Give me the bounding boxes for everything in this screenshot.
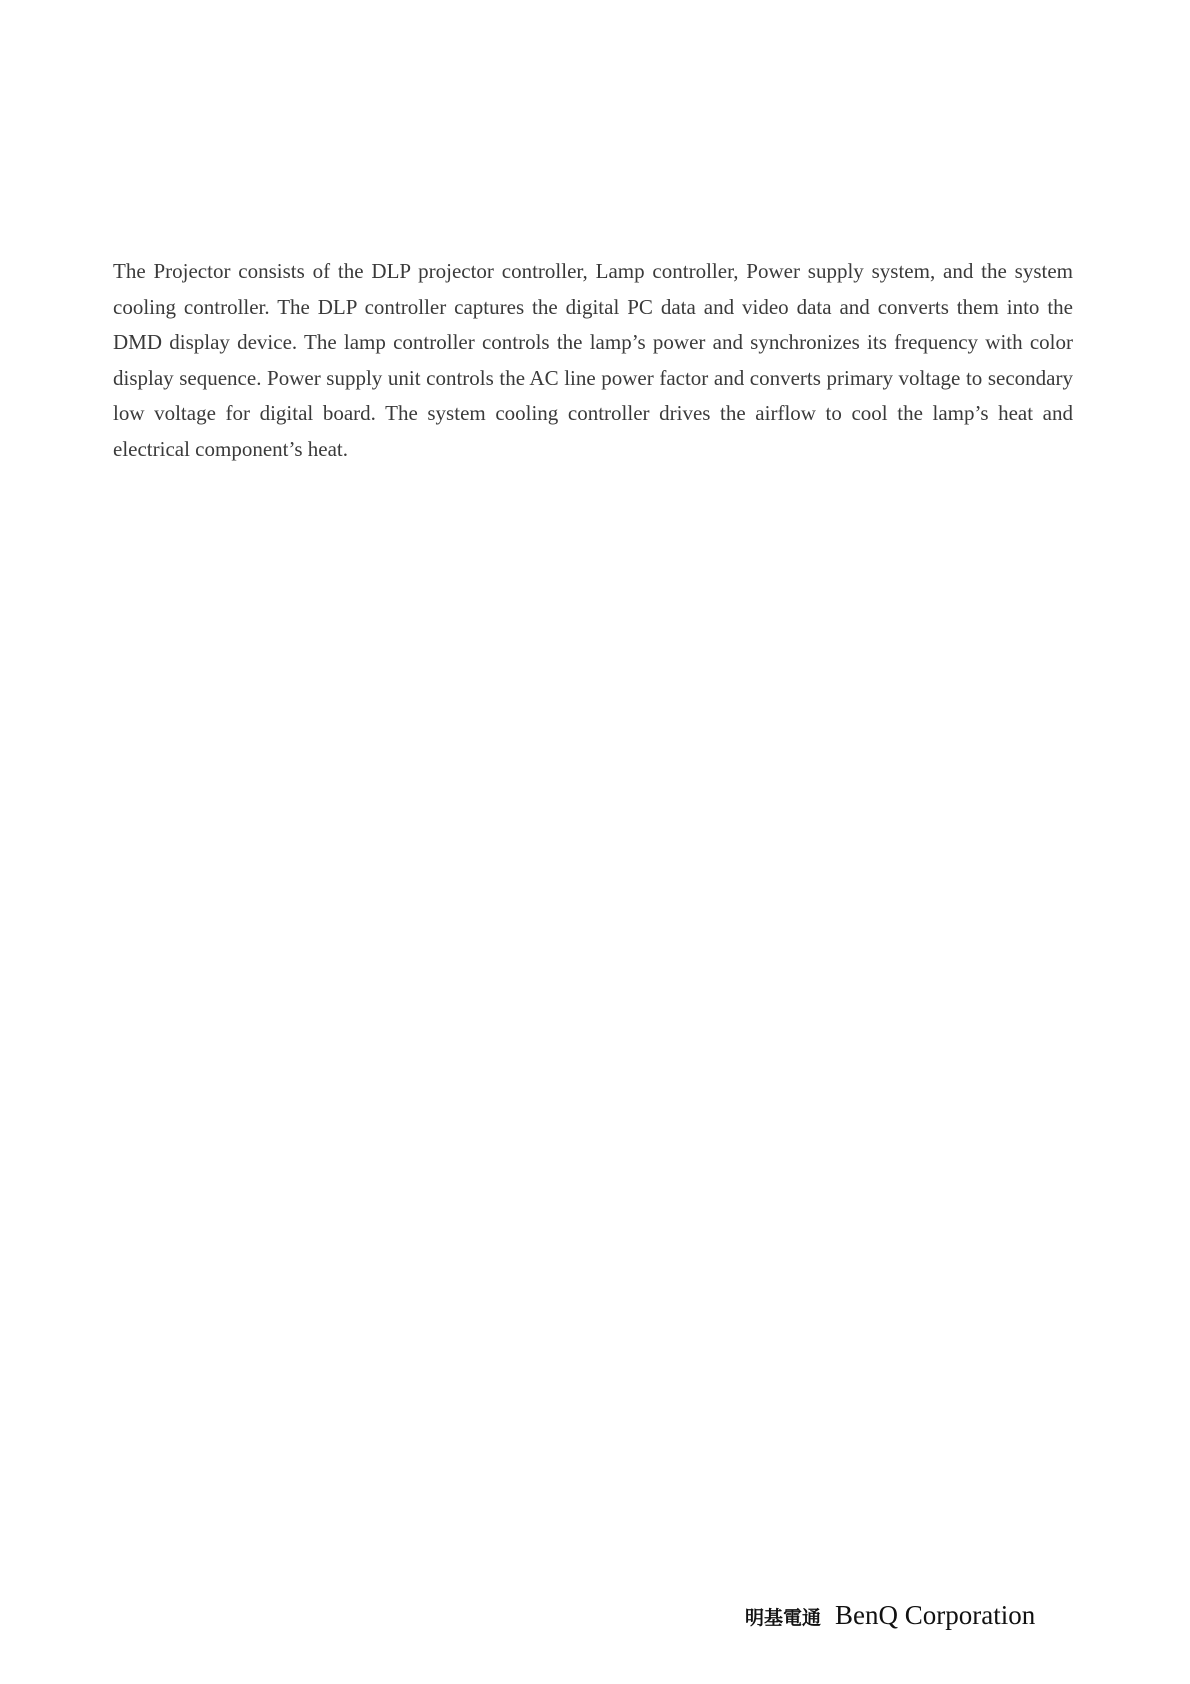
body-paragraph: The Projector consists of the DLP projector controller, Lamp controller, Power supply system, and the system cooling controller. The DLP controller captures the digital PC data and video data and converts them into the DMD display device. The lamp controller controls the lamp’s power and synchronizes its frequency with color display sequence. Power supply unit controls the AC line power factor and converts primary voltage to secondary low voltage for digital board. The system cooling controller drives the airflow to cool the lamp’s heat and electrical component’s heat.	[113, 259, 1073, 461]
page-footer	[745, 1600, 1035, 1631]
company-name-english: BenQ Corporation	[835, 1600, 1036, 1630]
company-name-chinese: 明基電通	[745, 1607, 822, 1629]
